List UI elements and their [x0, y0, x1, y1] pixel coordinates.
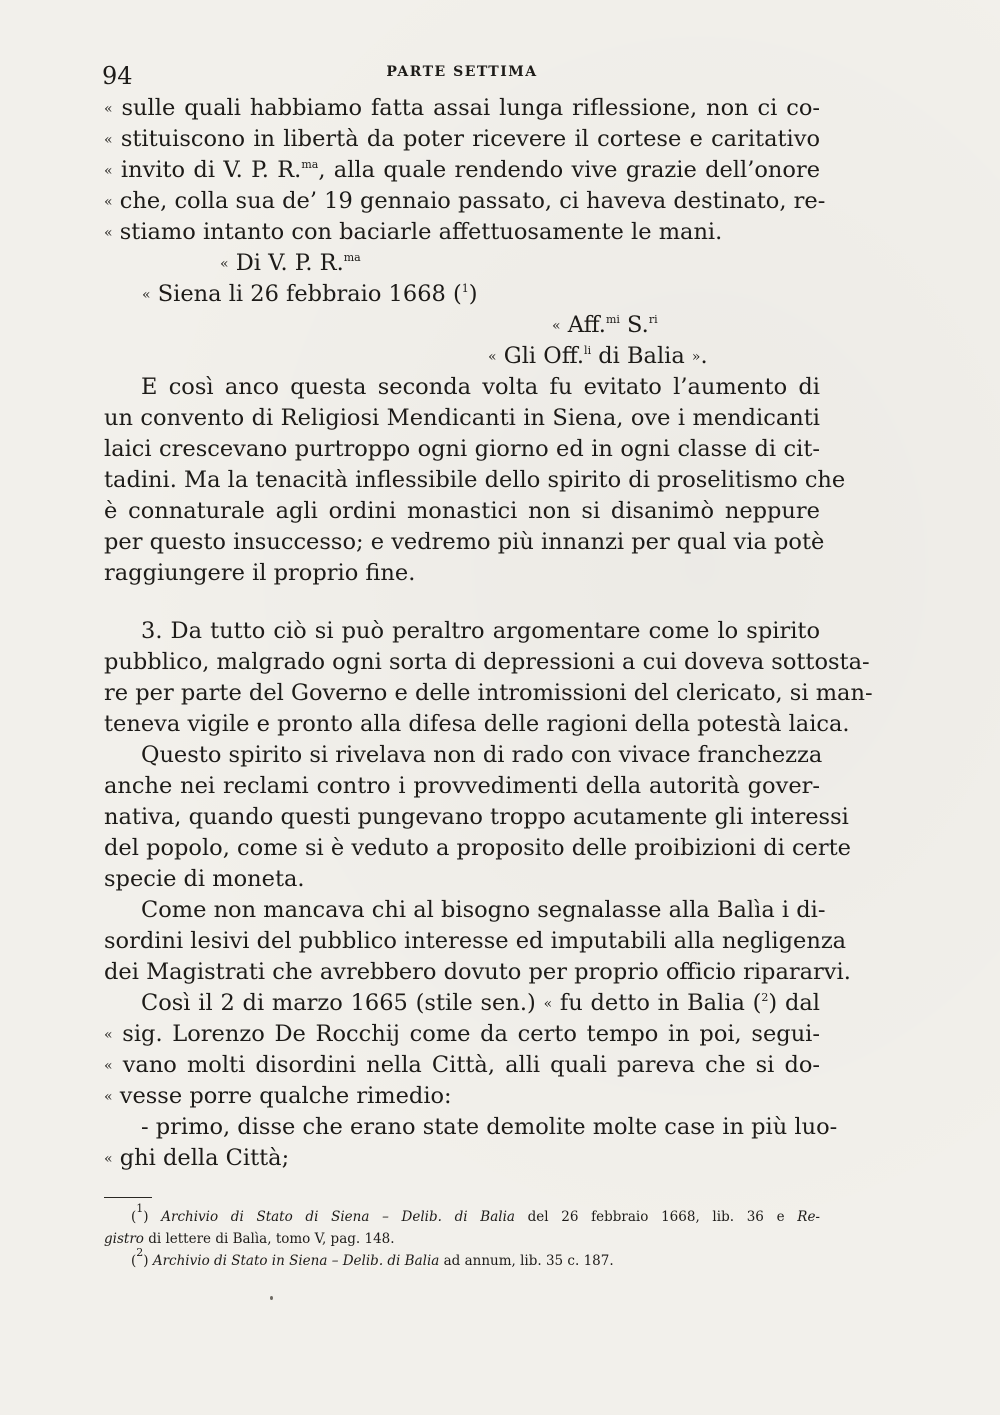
text-line: « ghi della Città;	[104, 1145, 290, 1171]
footnote-1: ($^1$) Archivio di Stato di Siena – Delib. di Balia del 26 febbraio 1668, lib. 36 e Re-	[131, 1202, 820, 1225]
letter-signature: « Aff.$^{mi}$ S.$^{ri}$	[552, 312, 658, 338]
text-line: un convento di Religiosi Mendicanti in Siena, ove i mendicanti	[104, 405, 820, 431]
quote-mark: «	[142, 287, 151, 303]
footnote-1-continued: gistro di lettere di Balìa, tomo V, pag. 148.	[104, 1231, 395, 1247]
page-body	[104, 93, 873, 1272]
text-line: « vesse porre qualche rimedio:	[104, 1083, 452, 1109]
paper-speck	[270, 1296, 273, 1300]
superscript: ma	[343, 251, 361, 264]
text-line: « invito di V. P. R.$^{ma}$, alla quale rendendo vive grazie dell’onore	[104, 157, 821, 183]
text-line: Come non mancava chi al bisogno segnalasse alla Balìa i di-	[141, 897, 826, 923]
quote-mark: «	[104, 1058, 113, 1074]
quote-mark: «	[552, 318, 561, 334]
letter-signature: « Gli Off.$^{li}$ di Balia ».	[488, 343, 708, 369]
page-header	[102, 58, 822, 94]
text-line: 3. Da tutto ciò si può peraltro argomentare come lo spirito	[141, 618, 820, 644]
text-line: « sig. Lorenzo De Rocchij come da certo tempo in poi, segui-	[104, 1021, 820, 1047]
quote-mark: «	[104, 1151, 113, 1167]
quote-mark: «	[104, 101, 113, 117]
superscript: li	[584, 344, 592, 357]
text-line: nativa, quando questi pungevano troppo acutamente gli interessi	[104, 804, 849, 830]
text-line: del popolo, come si è veduto a proposito delle proibizioni di certe	[104, 835, 851, 861]
text-line: teneva vigile e pronto alla difesa delle ragioni della potestà laica.	[104, 711, 850, 737]
quote-mark-close: »	[691, 349, 701, 365]
footnote-rule	[104, 1197, 152, 1198]
page-number: 94	[102, 62, 133, 90]
quote-mark: «	[104, 225, 113, 241]
text-line: sordini lesivi del pubblico interesse ed imputabili alla negligenza	[104, 928, 847, 954]
text-line: pubblico, malgrado ogni sorta di depressioni a cui doveva sottosta-	[104, 649, 870, 675]
quote-mark: «	[488, 349, 497, 365]
superscript: ma	[301, 158, 319, 171]
text-line: anche nei reclami contro i provvedimenti della autorità gover-	[104, 773, 820, 799]
text-line: « sulle quali habbiamo fatta assai lunga riflessione, non ci co-	[104, 95, 821, 121]
text-line: dei Magistrati che avrebbero dovuto per proprio officio ripararvi.	[104, 959, 851, 985]
quote-mark: «	[220, 256, 229, 272]
footnote-ref: 1	[461, 282, 469, 295]
text-line: E così anco questa seconda volta fu evitato l’aumento di	[141, 374, 820, 400]
text-line: laici crescevano purtroppo ogni giorno ed in ogni classe di cit-	[104, 436, 820, 462]
text-line: tadini. Ma la tenacità inflessibile dello spirito di proselitismo che	[104, 467, 846, 493]
footnote-2: ($^2$) Archivio di Stato in Siena – Delib. di Balia ad annum, lib. 35 c. 187.	[131, 1246, 614, 1269]
quote-mark: «	[104, 132, 113, 148]
text-line: Così il 2 di marzo 1665 (stile sen.) « fu detto in Balia ($^2$) dal	[141, 990, 820, 1016]
running-title: PARTE SETTIMA	[386, 64, 538, 80]
quote-mark: «	[104, 1089, 113, 1105]
quote-mark: «	[104, 1027, 113, 1043]
text-line: « che, colla sua de’ 19 gennaio passato, ci haveva destinato, re-	[104, 188, 826, 214]
text-line: specie di moneta.	[104, 866, 305, 892]
superscript: mi	[605, 313, 620, 326]
text-line: « stiamo intanto con baciarle affettuosamente le mani.	[104, 219, 723, 245]
text-line: raggiungere il proprio fine.	[104, 560, 416, 586]
text-line: « stituiscono in libertà da poter ricevere il cortese e caritativo	[104, 126, 821, 152]
text-line: per questo insuccesso; e vedremo più innanzi per qual via potè	[104, 529, 825, 555]
text-line: Questo spirito si rivelava non di rado con vivace franchezza	[141, 742, 823, 768]
footnote-marker: 2	[136, 1246, 144, 1259]
text-line: « vano molti disordini nella Città, alli quali pareva che si do-	[104, 1052, 821, 1078]
letter-date: « Siena li 26 febbraio 1668 ($^1$)	[142, 281, 478, 307]
quote-mark: «	[543, 996, 553, 1012]
footnote-ref: 2	[761, 991, 769, 1004]
text-line: re per parte del Governo e delle intromissioni del clericato, si man-	[104, 680, 873, 706]
quote-mark: «	[104, 163, 113, 179]
section-gap	[104, 589, 820, 616]
text-line: è connaturale agli ordini monastici non si disanimò neppure	[104, 498, 820, 524]
letter-closing: « Di V. P. R.$^{ma}$	[220, 250, 361, 276]
text-line: - primo, disse che erano state demolite molte case in più luo-	[141, 1114, 838, 1140]
quote-mark: «	[104, 194, 113, 210]
footnote-marker: 1	[136, 1202, 144, 1215]
superscript: ri	[648, 313, 658, 326]
